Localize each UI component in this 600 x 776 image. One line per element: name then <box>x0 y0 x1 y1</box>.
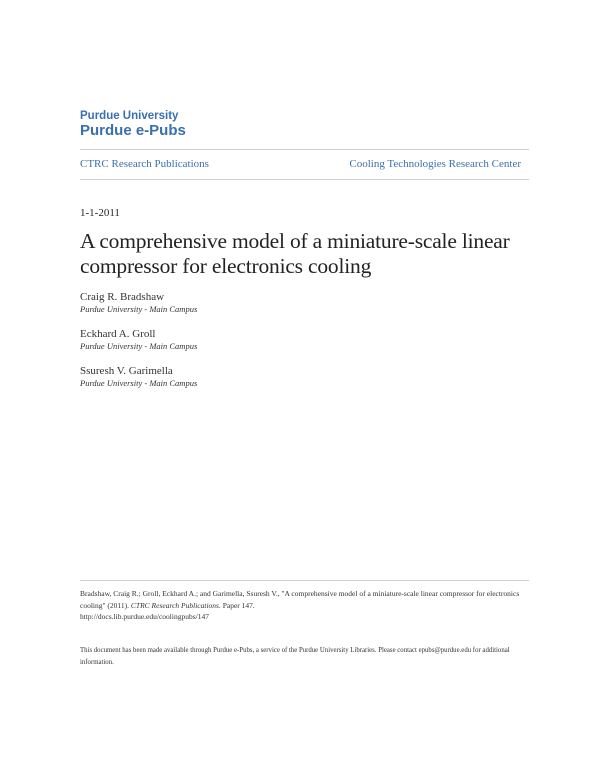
availability-notice: This document has been made available through Purdue e-Pubs, a service of the Purdue University Libraries. Please contact epubs@purdue.edu for additional information. <box>80 647 510 666</box>
series-link-ctrc-publications[interactable]: CTRC Research Publications <box>80 158 209 170</box>
author-affiliation: Purdue University - Main Campus <box>80 304 198 314</box>
author-affiliation: Purdue University - Main Campus <box>80 341 198 351</box>
paper-title: A comprehensive model of a miniature-scale linear compressor for electronics cooling <box>80 229 510 278</box>
series-link-cooling-center[interactable]: Cooling Technologies Research Center <box>349 158 521 170</box>
citation-series: CTRC Research Publications. <box>130 600 221 610</box>
citation-text: Bradshaw, Craig R.; Groll, Eckhard A.; and Garimella, Ssuresh V., "A comprehensive model of a miniature-scale linear compressor for electronics cooling" (2011). <box>80 589 520 610</box>
citation-url[interactable]: http://docs.lib.purdue.edu/coolingpubs/147 <box>80 612 209 621</box>
recommended-citation <box>80 588 530 623</box>
publication-date: 1-1-2011 <box>80 207 120 219</box>
repository-name[interactable]: Purdue e-Pubs <box>80 122 186 139</box>
citation-paper-number: Paper 147. <box>220 600 255 610</box>
author-name[interactable]: Craig R. Bradshaw <box>80 291 165 303</box>
top-divider <box>80 149 529 150</box>
series-divider <box>80 179 529 180</box>
author-affiliation: Purdue University - Main Campus <box>80 378 198 388</box>
institution-name[interactable]: Purdue University <box>80 110 179 122</box>
citation-divider <box>80 580 529 581</box>
author-name[interactable]: Eckhard A. Groll <box>80 328 156 340</box>
author-name[interactable]: Ssuresh V. Garimella <box>80 365 173 377</box>
